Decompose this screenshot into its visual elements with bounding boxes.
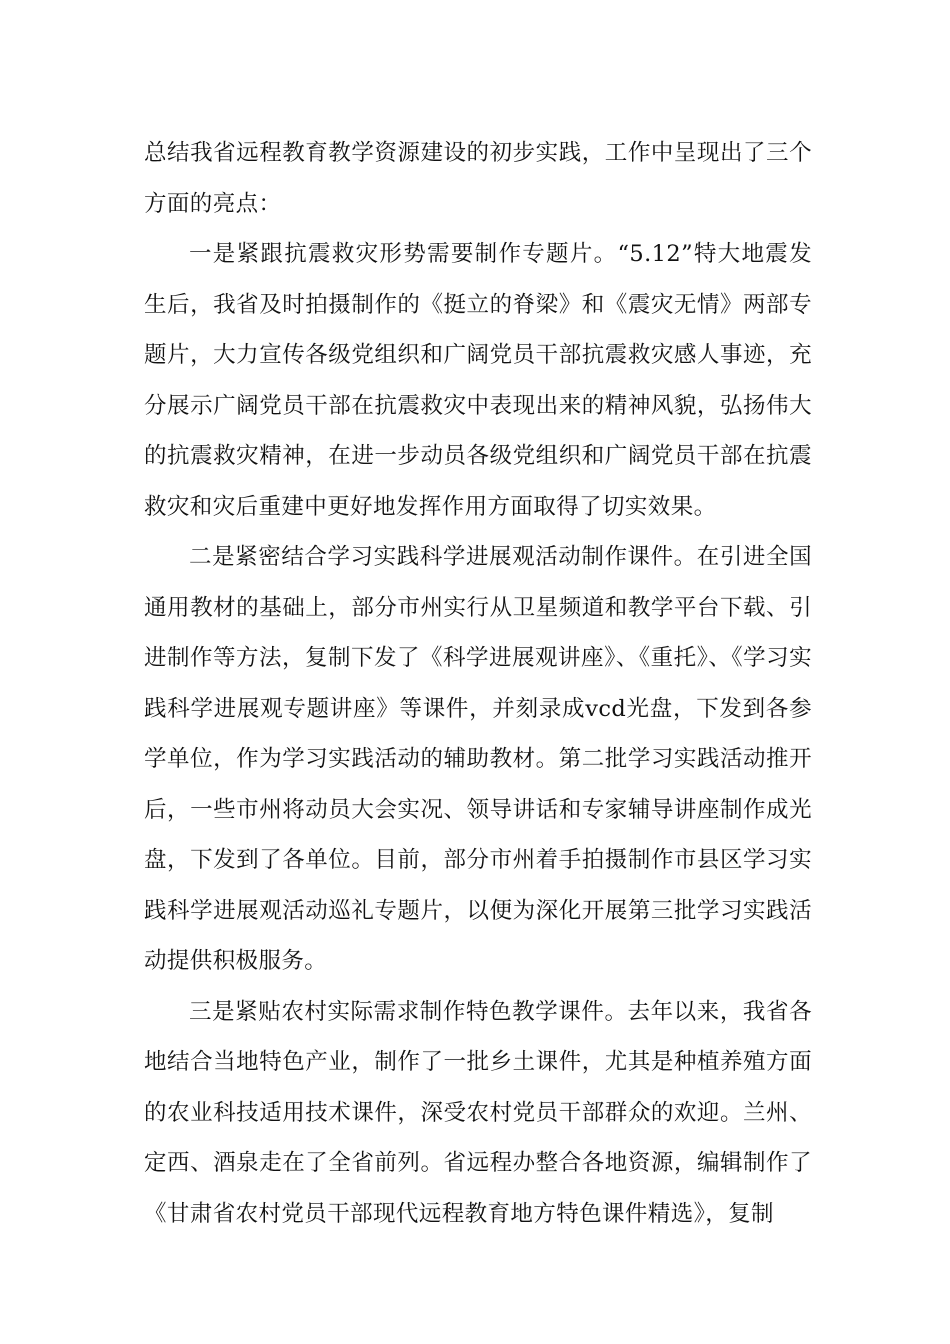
paragraph-intro: 总结我省远程教育教学资源建设的初步实践，工作中呈现出了三个方面的亮点： [144, 140, 812, 217]
paragraph-point-one: 一是紧跟抗震救灾形势需要制作专题片。“5.12”特大地震发生后，我省及时拍摄制作的《挺立的脊梁》和《震灾无情》两部专题片，大力宣传各级党组织和广阔党员干部抗震救灾感人事迹，充分展示广阔党员干部在抗震救灾中表现出来的精神风貌，弘扬伟大的抗震救灾精神，在进一步动员各级党组织和广阔党员干部在抗震救灾和灾后重建中更好地发挥作用方面取得了切实效果。 [144, 241, 812, 520]
paragraph-point-two: 二是紧密结合学习实践科学进展观活动制作课件。在引进全国通用教材的基础上，部分市州实行从卫星频道和教学平台下载、引进制作等方法，复制下发了《科学进展观讲座》、《重托》、《学习实践科学进展观专题讲座》等课件，并刻录成vcd光盘，下发到各参学单位，作为学习实践活动的辅助教材。第二批学习实践活动推开后，一些市州将动员大会实况、领导讲话和专家辅导讲座制作成光盘，下发到了各单位。目前，部分市州着手拍摄制作市县区学习实践科学进展观活动巡礼专题片，以便为深化开展第三批学习实践活动提供积极服务。 [144, 544, 812, 974]
document-body [144, 128, 812, 1239]
paragraph-point-three: 三是紧贴农村实际需求制作特色教学课件。去年以来，我省各地结合当地特色产业，制作了一批乡土课件，尤其是种植养殖方面的农业科技适用技术课件，深受农村党员干部群众的欢迎。兰州、定西、酒泉走在了全省前列。省远程办整合各地资源，编辑制作了《甘肃省农村党员干部现代远程教育地方特色课件精选》，复制 [144, 998, 812, 1227]
